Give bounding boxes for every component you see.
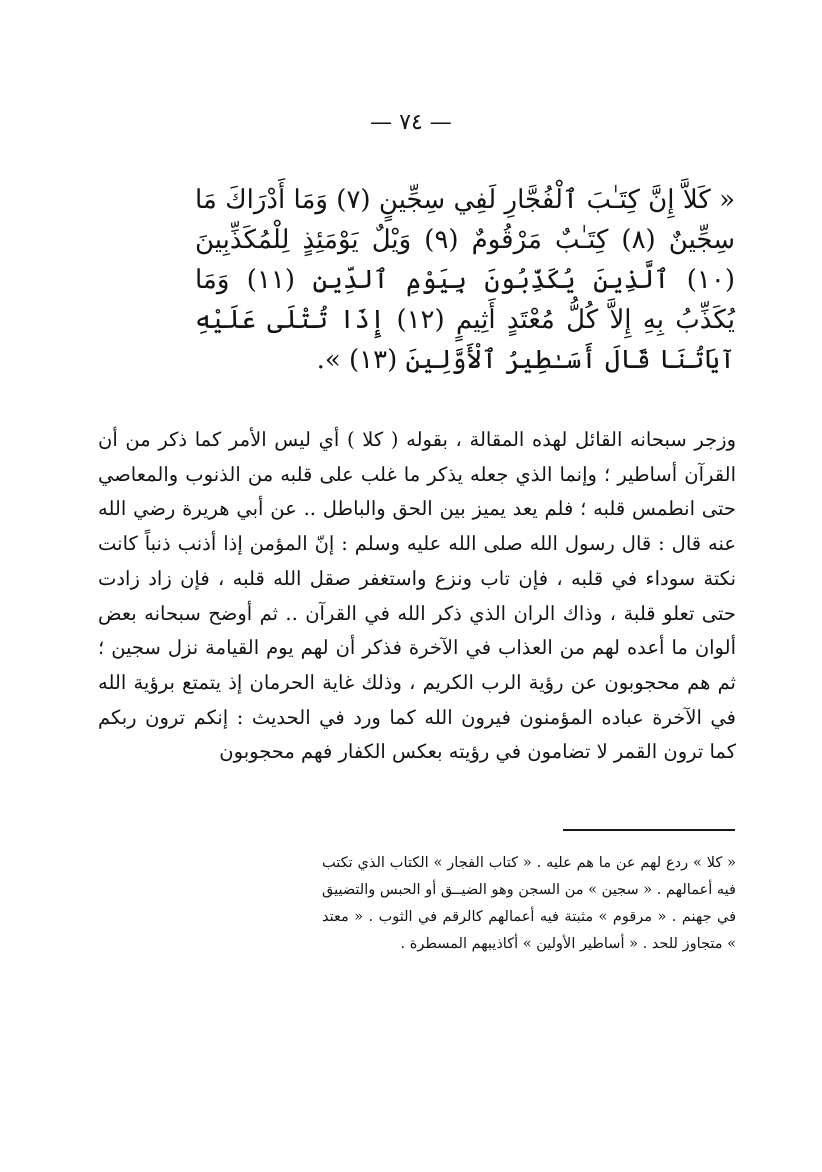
page-number: — ٧٤ —: [370, 110, 452, 135]
quran-verse-passage: « كَلاَّ إِنَّ كِتَـٰبَ ٱلْفُجَّارِ لَفِي سِجِّينٍ (٧) وَمَا أَدْرَاكَ مَا سِجِّينٌ (٨) كِتَـٰبٌ مَرْقُومٌ (٩) وَيْلٌ يَوْمَئِذٍ لِلْمُكَذِّبِينَ (١٠) ٱلَّذِينَ يُكَذِّبُونَ بِيَوْمِ ٱلدِّينِ (١١) وَمَا يُكَذِّبُ بِهِ إِلاَّ كُلُّ مُعْتَدٍ أَثِيمٍ (١٢) إِذَا تُتْلَى عَلَيْهِ آيَاتُنَا قَالَ أَسَـٰطِيرُ ٱلْأَوَّلِينَ (١٣) ».: [195, 185, 735, 375]
footnote-divider: [563, 829, 735, 831]
footnotes: « كلا » ردع لهم عن ما هم عليه . « كتاب الفجار » الكتاب الذي تكتب فيه أعمالهم . « سجين » من السجن وهو الضيــق أو الحبس والتضييق في جهنم . « مرقوم » مثبتة فيه أعمالهم كالرقم في الثوب . « معتد » متجاوز للحد . « أساطير الأولين » أكاذيبهم المسطرة .: [322, 855, 736, 952]
commentary-paragraph: وزجر سبحانه القائل لهذه المقالة ، بقوله ( كلا ) أي ليس الأمر كما ذكر من أن القرآن أساطير ؛ وإنما الذي جعله يذكر ما غلب على قلبه من الذنوب والمعاصي حتى انطمس قلبه ؛ فلم يعد يميز بين الحق والباطل .. عن أبي هريرة رضي الله عنه قال : قال رسول الله صلى الله عليه وسلم : إنّ المؤمن إذا أذنب ذنباً كانت نكتة سوداء في قلبه ، فإن تاب ونزع واستغفر صقل الله قلبه ، فإن زاد زادت حتى تعلو قلبة ، وذاك الران الذي ذكر الله في القرآن .. ثم أوضح سبحانه بعض ألوان ما أعده لهم من العذاب في الآخرة فذكر أن لهم يوم القيامة نزل سجين ؛ ثم هم محجوبون عن رؤية الرب الكريم ، وذلك غاية الحرمان إذ يتمتع برؤية الله في الآخرة عباده المؤمنون فيرون الله كما ورد في الحديث : إنكم ترون ربكم كما ترون القمر لا تضامون في رؤيته بعكس الكفار فهم محجوبون: [98, 428, 736, 764]
